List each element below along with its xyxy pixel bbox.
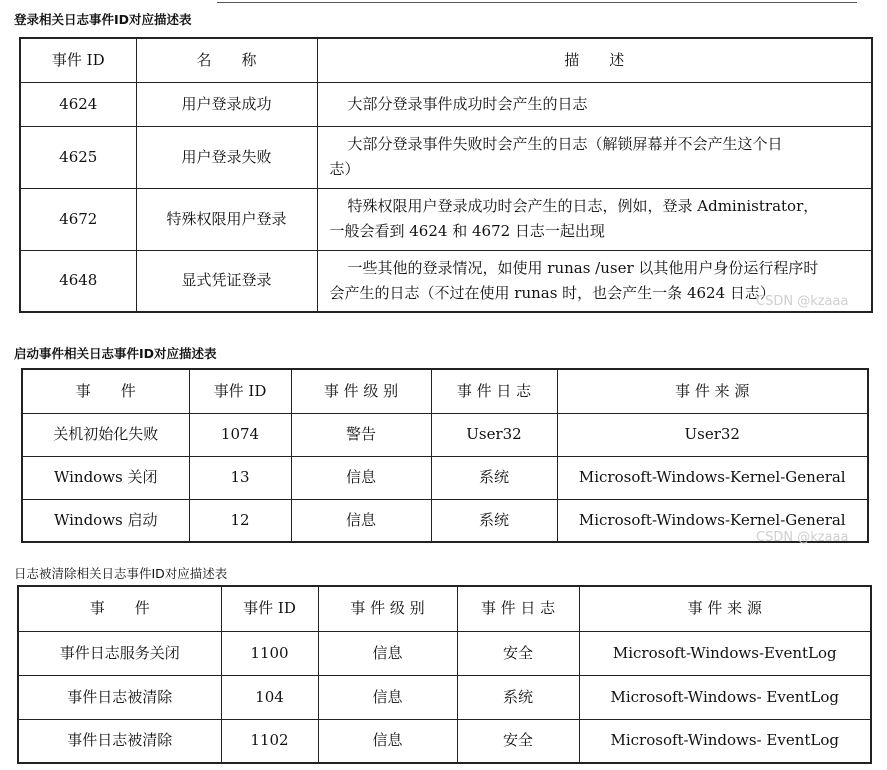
table-row	[20, 188, 872, 250]
header-cell: 事 件 日 志	[457, 586, 579, 631]
name-cell: 用户登录失败	[136, 126, 317, 188]
table2-caption: 启动事件相关日志事件ID对应描述表	[14, 346, 217, 361]
description-cell: 大部分登录事件成功时会产生的日志	[317, 82, 872, 126]
event-id-cell: 1102	[221, 719, 318, 763]
log-cell: User32	[431, 413, 557, 456]
source-cell: Microsoft-Windows- EventLog	[579, 719, 871, 763]
header-cell: 事 件 日 志	[431, 369, 557, 413]
header-cell: 事 件 级 别	[291, 369, 431, 413]
source-cell: Microsoft-Windows-Kernel-General	[557, 499, 868, 542]
header-cell: 名 称	[136, 38, 317, 82]
name-cell: 显式凭证登录	[136, 250, 317, 312]
event-id-cell: 4648	[20, 250, 136, 312]
level-cell: 信息	[318, 719, 457, 763]
table1-caption: 登录相关日志事件ID对应描述表	[14, 12, 192, 27]
log-cell: 系统	[457, 675, 579, 719]
event-cell: 关机初始化失败	[22, 413, 189, 456]
table-row	[22, 499, 868, 542]
table-row	[22, 456, 868, 499]
level-cell: 信息	[318, 631, 457, 675]
description-cell: 大部分登录事件失败时会产生的日志（解锁屏幕并不会产生这个日 志）	[317, 126, 872, 188]
log-cell: 系统	[431, 456, 557, 499]
header-cell: 事 件	[22, 369, 189, 413]
event-id-cell: 4672	[20, 188, 136, 250]
log-cell: 系统	[431, 499, 557, 542]
description-cell: 一些其他的登录情况，如使用 runas /user 以其他用户身份运行程序时 会产生的日志（不过在使用 runas 时，也会产生一条 4624 日志）	[317, 250, 872, 312]
source-cell: Microsoft-Windows- EventLog	[579, 675, 871, 719]
source-cell: User32	[557, 413, 868, 456]
event-id-cell: 4624	[20, 82, 136, 126]
event-cell: 事件日志被清除	[18, 719, 221, 763]
table-row	[20, 82, 872, 126]
event-id-cell: 104	[221, 675, 318, 719]
table-header-row	[20, 38, 872, 82]
level-cell: 信息	[291, 499, 431, 542]
table-row	[18, 675, 871, 719]
header-cell: 事 件	[18, 586, 221, 631]
log-cell: 安全	[457, 631, 579, 675]
header-cell: 事件 ID	[189, 369, 291, 413]
header-cell: 事件 ID	[20, 38, 136, 82]
name-cell: 用户登录成功	[136, 82, 317, 126]
name-cell: 特殊权限用户登录	[136, 188, 317, 250]
table-row	[22, 413, 868, 456]
event-id-cell: 4625	[20, 126, 136, 188]
login-events-table	[19, 37, 873, 313]
top-divider	[217, 2, 857, 3]
table3-caption: 日志被清除相关日志事件ID对应描述表	[14, 566, 228, 581]
header-cell: 描 述	[317, 38, 872, 82]
header-cell: 事件 ID	[221, 586, 318, 631]
table-row	[18, 719, 871, 763]
table-row	[18, 631, 871, 675]
event-id-cell: 1074	[189, 413, 291, 456]
level-cell: 警告	[291, 413, 431, 456]
event-id-cell: 13	[189, 456, 291, 499]
event-cell: 事件日志被清除	[18, 675, 221, 719]
event-cell: 事件日志服务关闭	[18, 631, 221, 675]
header-cell: 事 件 来 源	[579, 586, 871, 631]
log-cleared-events-table	[17, 585, 872, 764]
table-row	[20, 126, 872, 188]
watermark: CSDN @kzaaa	[756, 530, 849, 545]
table-header-row	[18, 586, 871, 631]
level-cell: 信息	[318, 675, 457, 719]
startup-events-table	[21, 368, 869, 543]
watermark: CSDN @kzaaa	[756, 294, 849, 309]
level-cell: 信息	[291, 456, 431, 499]
table-row	[20, 250, 872, 312]
table-header-row	[22, 369, 868, 413]
description-cell: 特殊权限用户登录成功时会产生的日志，例如，登录 Administrator， 一般会看到 4624 和 4672 日志一起出现	[317, 188, 872, 250]
event-cell: Windows 启动	[22, 499, 189, 542]
source-cell: Microsoft-Windows-EventLog	[579, 631, 871, 675]
source-cell: Microsoft-Windows-Kernel-General	[557, 456, 868, 499]
event-id-cell: 12	[189, 499, 291, 542]
log-cell: 安全	[457, 719, 579, 763]
header-cell: 事 件 来 源	[557, 369, 868, 413]
event-cell: Windows 关闭	[22, 456, 189, 499]
event-id-cell: 1100	[221, 631, 318, 675]
header-cell: 事 件 级 别	[318, 586, 457, 631]
